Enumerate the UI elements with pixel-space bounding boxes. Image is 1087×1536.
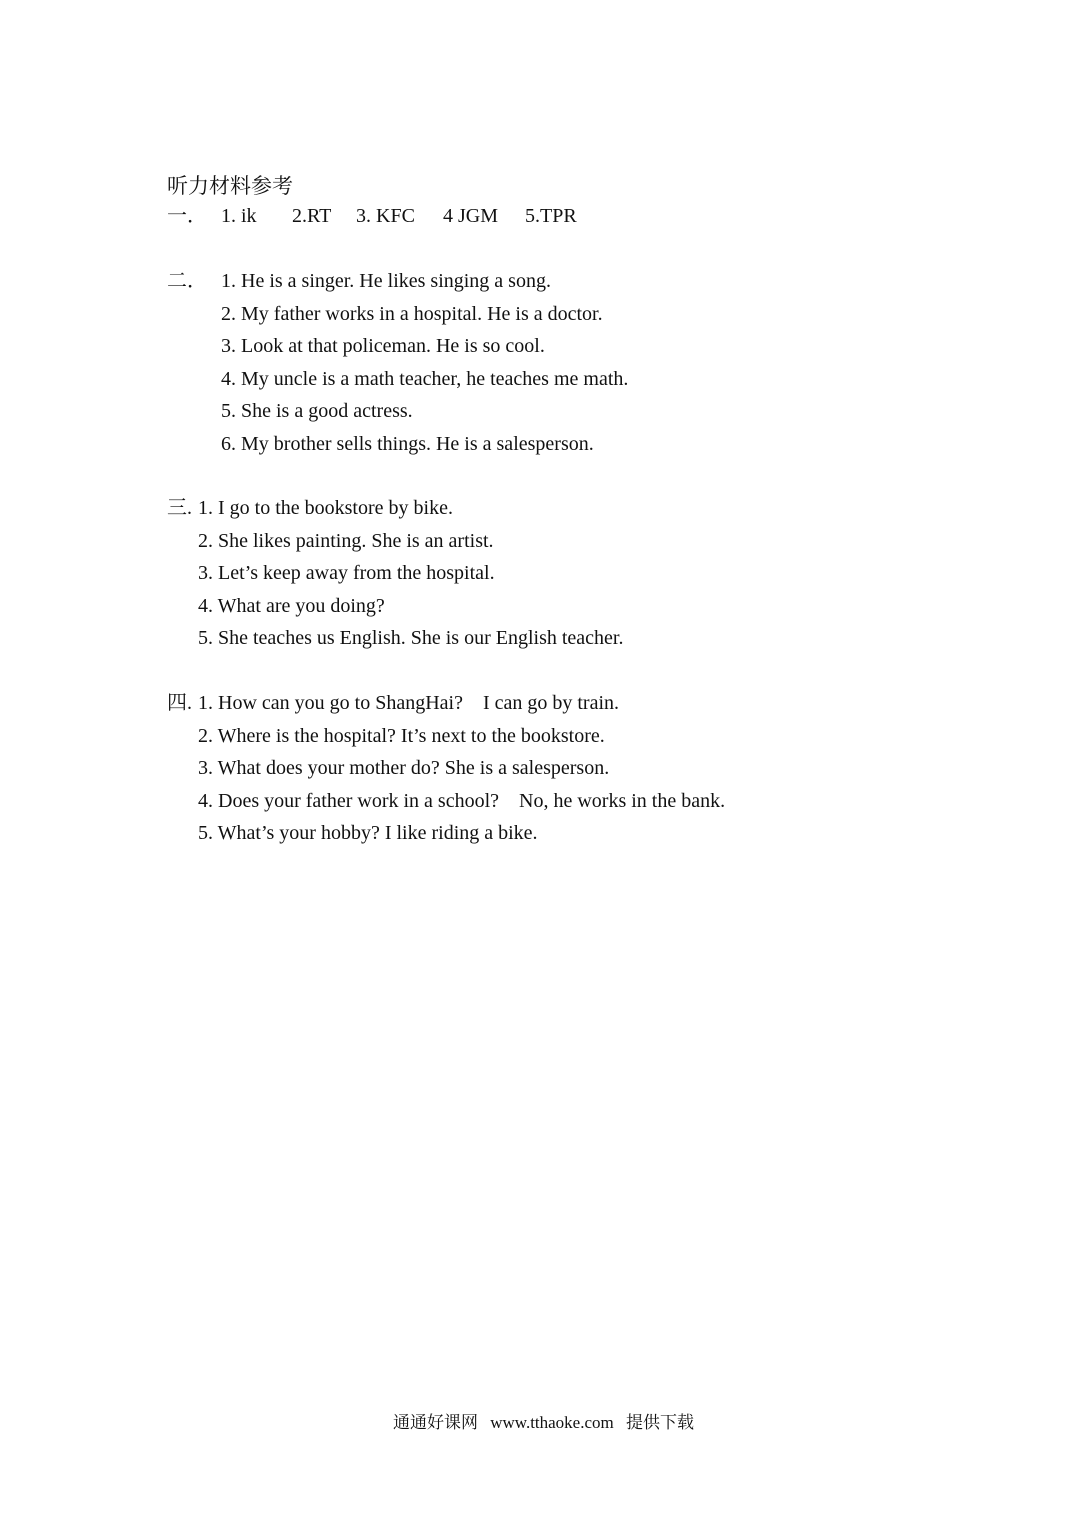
section-3-marker: 三.: [167, 497, 192, 519]
page-title: 听力材料参考: [167, 174, 293, 198]
section-2-sentence: 3. Look at that policeman. He is so cool.: [221, 335, 545, 357]
section-3-sentence: 5. She teaches us English. She is our English teacher.: [198, 627, 624, 649]
section-4-sentence: 4. Does your father work in a school? No, he works in the bank.: [198, 789, 726, 812]
section-2-sentence: 2. My father works in a hospital. He is a doctor.: [221, 302, 603, 325]
section-1-item: 2.RT: [292, 205, 332, 227]
section-1-marker: 一．: [167, 205, 207, 227]
section-2-sentence: 1. He is a singer. He likes singing a song.: [221, 270, 551, 292]
section-1-item: 5.TPR: [525, 205, 577, 227]
footer-site-name: 通通好课网: [392, 1413, 478, 1432]
section-2-sentence: 6. My brother sells things. He is a salesperson.: [221, 432, 594, 455]
footer-suffix: 提供下载: [626, 1413, 695, 1432]
section-3-sentence: 4. What are you doing?: [198, 594, 385, 617]
section-1-item: 1. ik: [221, 205, 257, 227]
section-3-sentence: 2. She likes painting. She is an artist.: [198, 529, 494, 552]
footer-url[interactable]: www.tthaoke.com: [490, 1413, 614, 1432]
page-footer: [0, 1408, 1087, 1433]
section-1-item: 4 JGM: [443, 205, 499, 227]
section-1-item: 3. KFC: [356, 205, 415, 227]
section-2-sentence: 4. My uncle is a math teacher, he teaches me math.: [221, 367, 629, 390]
section-4-sentence: 5. What’s your hobby? I like riding a bike.: [198, 822, 538, 844]
section-4-sentence: 3. What does your mother do? She is a salesperson.: [198, 757, 610, 779]
section-2-sentence: 5. She is a good actress.: [221, 400, 413, 422]
section-4-marker: 四.: [167, 692, 192, 714]
section-2-marker: 二．: [167, 270, 207, 292]
section-4-sentence: 1. How can you go to ShangHai? I can go by train.: [198, 692, 620, 714]
section-3-sentence: 3. Let’s keep away from the hospital.: [198, 562, 495, 584]
section-3-sentence: 1. I go to the bookstore by bike.: [198, 497, 453, 519]
section-4-sentence: 2. Where is the hospital? It’s next to the bookstore.: [198, 724, 605, 747]
